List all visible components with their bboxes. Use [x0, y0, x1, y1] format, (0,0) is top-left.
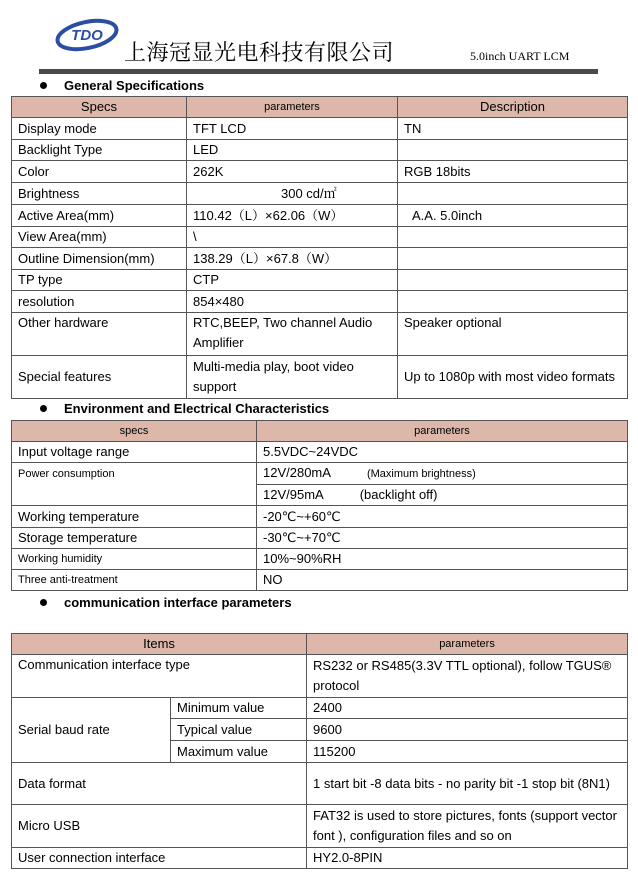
- spec-value: TFT LCD: [187, 118, 398, 140]
- env-value: [257, 485, 628, 506]
- comm-label: Data format: [12, 763, 307, 805]
- table-row: [12, 270, 628, 291]
- table-row: [12, 506, 628, 528]
- company-name: 上海冠显光电科技有限公司: [124, 41, 395, 66]
- table-row: [12, 291, 628, 313]
- env-label: Power consumption: [12, 463, 257, 506]
- env-label: Three anti-treatment: [12, 570, 257, 591]
- env-value: -20℃~+60℃: [257, 506, 628, 528]
- comm-value: FAT32 is used to store pictures, fonts (support vector font ), configuration files and so on: [307, 805, 628, 848]
- table-row: [12, 205, 628, 227]
- section-title-general: General Specifications: [40, 78, 204, 93]
- spec-value: LED: [187, 140, 398, 161]
- power-note-max: (Maximum brightness): [366, 468, 476, 480]
- env-label: Input voltage range: [12, 442, 257, 463]
- table-row: [12, 570, 628, 591]
- spec-value: CTP: [187, 270, 398, 291]
- baud-value: 9600: [307, 719, 628, 741]
- baud-sub-label: Maximum value: [171, 741, 307, 763]
- spec-label: View Area(mm): [12, 227, 187, 248]
- comm-label: Communication interface type: [12, 655, 307, 698]
- logo-text: TDO: [71, 27, 103, 44]
- column-header: parameters: [257, 421, 628, 442]
- baud-value: 115200: [307, 741, 628, 763]
- table-row: [12, 118, 628, 140]
- table-row: [12, 356, 628, 399]
- spec-label: TP type: [12, 270, 187, 291]
- spec-description: RGB 18bits: [398, 161, 628, 183]
- power-value-off: 12V/95mA: [263, 487, 324, 502]
- spec-value: 138.29（L）×67.8（W）: [187, 248, 398, 270]
- communication-table: [11, 633, 628, 869]
- spec-label: Brightness: [12, 183, 187, 205]
- table-row: [12, 313, 628, 356]
- baud-value: 2400: [307, 698, 628, 719]
- page-header: [0, 0, 638, 80]
- table-header-row: [12, 421, 628, 442]
- spec-value: \: [187, 227, 398, 248]
- spec-description: Up to 1080p with most video formats: [398, 356, 628, 399]
- spec-description: A.A. 5.0inch: [398, 205, 628, 227]
- table-header-row: [12, 634, 628, 655]
- bullet-icon: [40, 405, 47, 412]
- spec-label: Special features: [12, 356, 187, 399]
- column-header: Description: [398, 97, 628, 118]
- spec-description: [398, 140, 628, 161]
- general-spec-table: [11, 96, 628, 399]
- comm-label: Micro USB: [12, 805, 307, 848]
- power-note-off: (backlight off): [359, 487, 438, 502]
- spec-label: Color: [12, 161, 187, 183]
- spec-value: 262K: [187, 161, 398, 183]
- table-row: [12, 140, 628, 161]
- column-header: specs: [12, 421, 257, 442]
- table-row: [12, 549, 628, 570]
- table-row: [12, 248, 628, 270]
- env-value: [257, 463, 628, 485]
- comm-value: 1 start bit -8 data bits - no parity bit -1 stop bit (8N1): [307, 763, 628, 805]
- table-row: [12, 848, 628, 869]
- column-header: parameters: [307, 634, 628, 655]
- table-row: [12, 655, 628, 698]
- column-header: Specs: [12, 97, 187, 118]
- table-row: [12, 161, 628, 183]
- header-rule: [39, 69, 598, 74]
- power-value-max: 12V/280mA: [263, 465, 331, 480]
- spec-description: Speaker optional: [398, 313, 628, 356]
- spec-description: [398, 270, 628, 291]
- table-header-row: [12, 97, 628, 118]
- spec-value: Multi-media play, boot video support: [187, 356, 398, 399]
- env-value: -30℃~+70℃: [257, 528, 628, 549]
- env-label: Working humidity: [12, 549, 257, 570]
- spec-description: [398, 227, 628, 248]
- spec-value: 300 cd/㎡: [187, 183, 398, 205]
- spec-description: [398, 291, 628, 313]
- spec-value: RTC,BEEP, Two channel Audio Amplifier: [187, 313, 398, 356]
- table-row: [12, 698, 628, 719]
- env-label: Working temperature: [12, 506, 257, 528]
- section-title-environment: Environment and Electrical Characteristics: [40, 401, 329, 416]
- comm-value: HY2.0-8PIN: [307, 848, 628, 869]
- section-title-communication: communication interface parameters: [40, 595, 292, 610]
- spec-label: Display mode: [12, 118, 187, 140]
- spec-label: Backlight Type: [12, 140, 187, 161]
- env-label: Storage temperature: [12, 528, 257, 549]
- env-value: 10%~90%RH: [257, 549, 628, 570]
- spec-label: resolution: [12, 291, 187, 313]
- tdo-logo: [54, 18, 120, 52]
- comm-label: User connection interface: [12, 848, 307, 869]
- table-row: [12, 227, 628, 248]
- bullet-icon: [40, 599, 47, 606]
- table-row: [12, 183, 628, 205]
- spec-value: 854×480: [187, 291, 398, 313]
- table-row: [12, 442, 628, 463]
- table-row: [12, 763, 628, 805]
- baud-sub-label: Minimum value: [171, 698, 307, 719]
- env-value: NO: [257, 570, 628, 591]
- env-value: 5.5VDC~24VDC: [257, 442, 628, 463]
- column-header: Items: [12, 634, 307, 655]
- spec-value: 110.42（L）×62.06（W）: [187, 205, 398, 227]
- spec-description: TN: [398, 118, 628, 140]
- spec-description: [398, 183, 628, 205]
- comm-value: RS232 or RS485(3.3V TTL optional), follow TGUS® protocol: [307, 655, 628, 698]
- spec-label: Other hardware: [12, 313, 187, 356]
- baud-sub-label: Typical value: [171, 719, 307, 741]
- table-row: [12, 805, 628, 848]
- comm-label: Serial baud rate: [12, 698, 171, 763]
- spec-label: Active Area(mm): [12, 205, 187, 227]
- bullet-icon: [40, 82, 47, 89]
- table-row: [12, 463, 628, 485]
- table-row: [12, 528, 628, 549]
- model-name: 5.0inch UART LCM: [470, 49, 570, 63]
- spec-description: [398, 248, 628, 270]
- environment-table: [11, 420, 628, 591]
- column-header: parameters: [187, 97, 398, 118]
- spec-label: Outline Dimension(mm): [12, 248, 187, 270]
